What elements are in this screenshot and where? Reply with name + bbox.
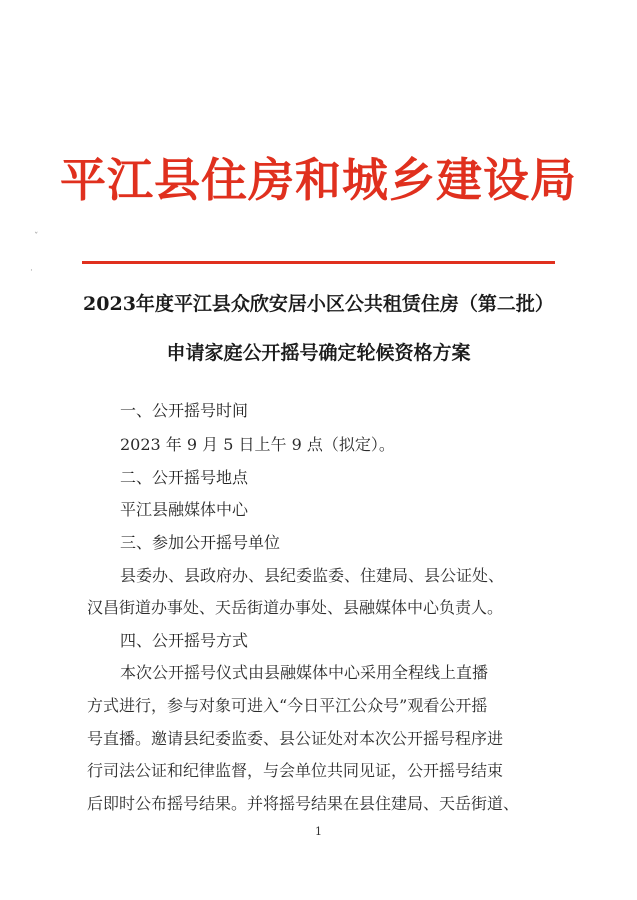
section-heading-time: 一、公开摇号时间 — [120, 401, 249, 420]
document-title-line-1: 2023年度平江县众欣安居小区公共租赁住房（第二批） — [83, 293, 554, 315]
page-number: 1 — [315, 825, 322, 838]
document-title-line-2: 申请家庭公开摇号确定轮候资格方案 — [166, 342, 471, 364]
scan-mark: ˇ — [34, 232, 39, 242]
agency-header: 平江县住房和城乡建设局 — [60, 153, 577, 207]
paragraph-units-line-2: 汉昌街道办事处、天岳街道办事处、县融媒体中心负责人。 — [87, 598, 504, 617]
paragraph-method-line-2: 方式进行，参与对象可进入“今日平江公众号”观看公开摇 — [87, 696, 488, 715]
paragraph-method-line-5: 后即时公布摇号结果。并将摇号结果在县住建局、天岳街道、 — [87, 794, 520, 813]
section-heading-method: 四、公开摇号方式 — [120, 631, 249, 650]
paragraph-method-line-4: 行司法公证和纪律监督，与会单位共同见证，公开摇号结束 — [87, 761, 504, 780]
section-heading-units: 三、参加公开摇号单位 — [120, 533, 281, 552]
paragraph-location: 平江县融媒体中心 — [120, 500, 249, 519]
scan-mark: · — [30, 266, 33, 276]
paragraph-units-line-1: 县委办、县政府办、县纪委监委、住建局、县公证处、 — [120, 566, 505, 585]
paragraph-method-line-3: 号直播。邀请县纪委监委、县公证处对本次公开摇号程序进 — [87, 729, 504, 748]
section-heading-location: 二、公开摇号地点 — [120, 468, 249, 487]
paragraph-time: 2023 年 9 月 5 日上午 9 点（拟定）。 — [120, 435, 395, 454]
paragraph-method-line-1: 本次公开摇号仪式由县融媒体中心采用全程线上直播 — [120, 663, 489, 682]
header-red-rule — [82, 261, 555, 264]
